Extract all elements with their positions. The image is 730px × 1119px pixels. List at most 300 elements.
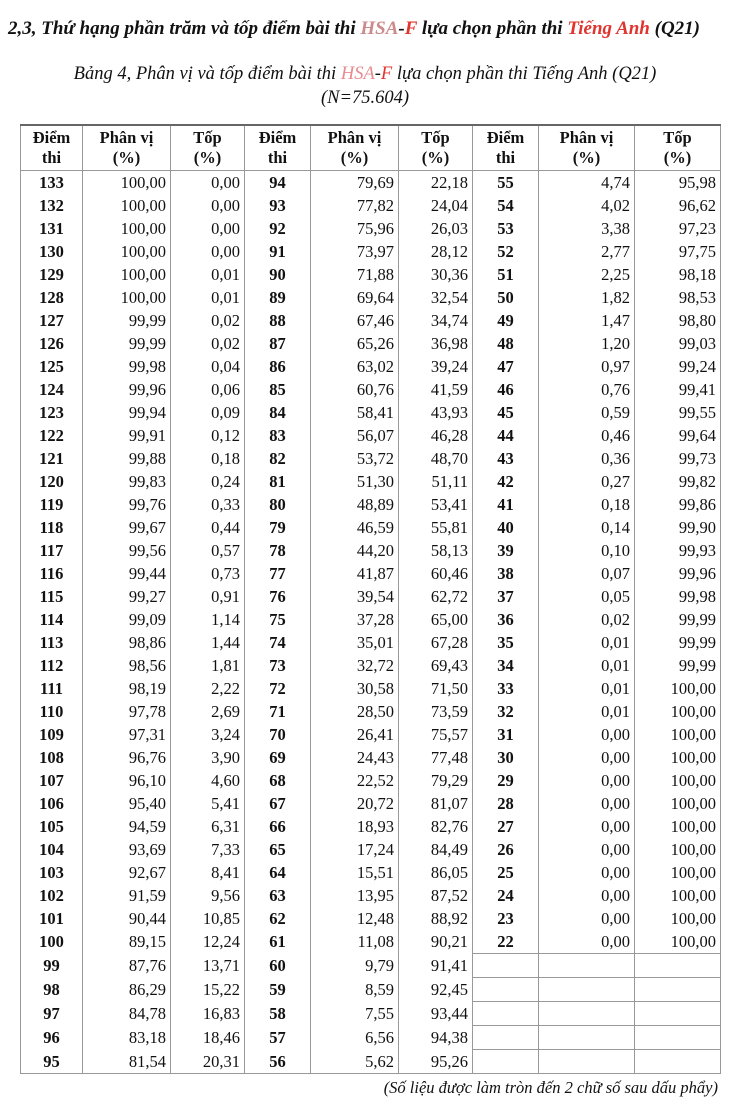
percentile-cell: 5,62	[311, 1050, 399, 1074]
percentile-cell: 22,52	[311, 769, 399, 792]
score-cell: 83	[245, 424, 311, 447]
top-cell: 8,41	[171, 861, 245, 884]
top-cell: 87,52	[399, 884, 473, 907]
table-row	[21, 263, 721, 286]
percentile-cell: 96,10	[83, 769, 171, 792]
score-cell: 119	[21, 493, 83, 516]
top-cell: 99,96	[635, 562, 721, 585]
percentile-cell: 65,26	[311, 332, 399, 355]
score-cell: 100	[21, 930, 83, 954]
column-header-line: (%)	[663, 148, 692, 167]
score-cell: 73	[245, 654, 311, 677]
score-cell: 96	[21, 1026, 83, 1050]
score-cell: 43	[473, 447, 539, 470]
percentile-cell: 99,76	[83, 493, 171, 516]
percentile-cell: 99,91	[83, 424, 171, 447]
score-cell: 40	[473, 516, 539, 539]
top-cell: 1,44	[171, 631, 245, 654]
score-cell: 112	[21, 654, 83, 677]
score-cell: 128	[21, 286, 83, 309]
score-cell: 116	[21, 562, 83, 585]
top-cell: 77,48	[399, 746, 473, 769]
score-cell: 81	[245, 470, 311, 493]
top-cell: 96,62	[635, 194, 721, 217]
score-cell: 88	[245, 309, 311, 332]
caption-sample-size: (N=75.604)	[320, 88, 410, 108]
table-row	[21, 631, 721, 654]
top-cell: 99,64	[635, 424, 721, 447]
column-header-line: (%)	[421, 148, 450, 167]
top-cell: 99,99	[635, 631, 721, 654]
top-cell: 0,91	[171, 585, 245, 608]
percentile-cell: 39,54	[311, 585, 399, 608]
score-cell: 52	[473, 240, 539, 263]
column-header-line: Tốp	[421, 128, 450, 147]
table-row	[21, 1050, 721, 1074]
percentile-cell: 77,82	[311, 194, 399, 217]
top-cell: 2,69	[171, 700, 245, 723]
top-cell: 99,90	[635, 516, 721, 539]
percentile-cell: 0,01	[539, 631, 635, 654]
score-cell: 78	[245, 539, 311, 562]
percentile-cell: 100,00	[83, 171, 171, 195]
percentile-cell: 28,50	[311, 700, 399, 723]
top-cell: 92,45	[399, 978, 473, 1002]
table-row	[21, 954, 721, 978]
top-cell: 46,28	[399, 424, 473, 447]
top-cell: 91,41	[399, 954, 473, 978]
percentile-cell: 99,96	[83, 378, 171, 401]
table-row	[21, 792, 721, 815]
table-row	[21, 286, 721, 309]
score-cell: 24	[473, 884, 539, 907]
percentile-cell: 0,01	[539, 654, 635, 677]
top-cell: 0,01	[171, 263, 245, 286]
percentile-cell: 69,64	[311, 286, 399, 309]
percentile-cell: 0,00	[539, 746, 635, 769]
percentile-cell	[539, 1026, 635, 1050]
top-cell: 39,24	[399, 355, 473, 378]
top-cell: 95,98	[635, 171, 721, 195]
table-row	[21, 930, 721, 954]
score-cell: 122	[21, 424, 83, 447]
top-cell: 0,00	[171, 240, 245, 263]
percentile-cell	[539, 954, 635, 978]
score-cell: 103	[21, 861, 83, 884]
top-cell	[635, 954, 721, 978]
percentile-cell: 24,43	[311, 746, 399, 769]
table-row	[21, 562, 721, 585]
top-cell: 100,00	[635, 746, 721, 769]
score-cell: 82	[245, 447, 311, 470]
top-cell: 60,46	[399, 562, 473, 585]
top-cell: 0,00	[171, 171, 245, 195]
top-cell: 99,82	[635, 470, 721, 493]
table-row	[21, 677, 721, 700]
top-cell: 65,00	[399, 608, 473, 631]
top-cell: 0,44	[171, 516, 245, 539]
score-cell: 32	[473, 700, 539, 723]
percentile-cell: 90,44	[83, 907, 171, 930]
heading-dash: -	[398, 18, 405, 39]
column-header	[399, 125, 473, 171]
top-cell: 9,56	[171, 884, 245, 907]
top-cell: 41,59	[399, 378, 473, 401]
caption-hsa: HSA	[340, 64, 375, 84]
top-cell: 32,54	[399, 286, 473, 309]
top-cell: 26,03	[399, 217, 473, 240]
table-row	[21, 217, 721, 240]
top-cell: 62,72	[399, 585, 473, 608]
percentile-cell: 26,41	[311, 723, 399, 746]
caption-dash: -	[374, 64, 381, 84]
percentile-cell: 98,86	[83, 631, 171, 654]
percentile-cell: 0,10	[539, 539, 635, 562]
percentile-cell: 0,01	[539, 677, 635, 700]
score-cell: 80	[245, 493, 311, 516]
top-cell: 94,38	[399, 1026, 473, 1050]
top-cell: 100,00	[635, 861, 721, 884]
score-cell: 98	[21, 978, 83, 1002]
table-row	[21, 194, 721, 217]
score-cell: 75	[245, 608, 311, 631]
percentile-cell: 0,00	[539, 907, 635, 930]
table-row	[21, 240, 721, 263]
score-cell: 25	[473, 861, 539, 884]
percentile-cell: 15,51	[311, 861, 399, 884]
score-cell	[473, 1050, 539, 1074]
caption-suffix: lựa chọn phần thi Tiếng Anh (Q21)	[392, 64, 657, 84]
top-cell: 99,41	[635, 378, 721, 401]
top-cell: 95,26	[399, 1050, 473, 1074]
percentile-cell: 2,25	[539, 263, 635, 286]
score-cell: 71	[245, 700, 311, 723]
percentile-cell: 0,00	[539, 930, 635, 954]
column-header-line: thi	[41, 148, 62, 167]
top-cell: 2,22	[171, 677, 245, 700]
column-header	[539, 125, 635, 171]
table-row	[21, 493, 721, 516]
top-cell: 3,24	[171, 723, 245, 746]
top-cell: 12,24	[171, 930, 245, 954]
percentile-cell: 58,41	[311, 401, 399, 424]
percentile-cell: 0,02	[539, 608, 635, 631]
top-cell: 4,60	[171, 769, 245, 792]
score-cell: 92	[245, 217, 311, 240]
table-row	[21, 978, 721, 1002]
percentile-cell: 63,02	[311, 355, 399, 378]
table-row	[21, 1026, 721, 1050]
score-cell: 72	[245, 677, 311, 700]
score-cell: 61	[245, 930, 311, 954]
score-cell: 86	[245, 355, 311, 378]
percentile-cell: 99,88	[83, 447, 171, 470]
percentile-cell: 46,59	[311, 516, 399, 539]
top-cell: 97,23	[635, 217, 721, 240]
top-cell: 43,93	[399, 401, 473, 424]
score-cell: 22	[473, 930, 539, 954]
top-cell: 84,49	[399, 838, 473, 861]
percentile-cell: 89,15	[83, 930, 171, 954]
top-cell: 100,00	[635, 884, 721, 907]
score-cell: 60	[245, 954, 311, 978]
table-row	[21, 378, 721, 401]
top-cell: 0,73	[171, 562, 245, 585]
score-cell: 129	[21, 263, 83, 286]
score-cell: 76	[245, 585, 311, 608]
percentile-cell: 2,77	[539, 240, 635, 263]
score-cell: 117	[21, 539, 83, 562]
score-cell: 95	[21, 1050, 83, 1074]
percentile-cell: 96,76	[83, 746, 171, 769]
percentile-cell: 98,56	[83, 654, 171, 677]
score-cell: 67	[245, 792, 311, 815]
top-cell: 7,33	[171, 838, 245, 861]
score-cell: 53	[473, 217, 539, 240]
percentile-cell: 73,97	[311, 240, 399, 263]
score-cell: 57	[245, 1026, 311, 1050]
percentile-cell: 44,20	[311, 539, 399, 562]
top-cell: 0,57	[171, 539, 245, 562]
score-cell	[473, 1002, 539, 1026]
column-header	[83, 125, 171, 171]
score-cell: 94	[245, 171, 311, 195]
column-header-line: Phân vị	[327, 128, 382, 147]
top-cell: 86,05	[399, 861, 473, 884]
top-cell: 20,31	[171, 1050, 245, 1074]
score-cell: 97	[21, 1002, 83, 1026]
percentile-cell: 13,95	[311, 884, 399, 907]
column-header-line: (%)	[193, 148, 222, 167]
section-heading	[8, 18, 722, 40]
score-cell: 79	[245, 516, 311, 539]
percentile-cell: 11,08	[311, 930, 399, 954]
percentile-cell: 0,00	[539, 884, 635, 907]
score-cell: 108	[21, 746, 83, 769]
top-cell: 28,12	[399, 240, 473, 263]
percentile-cell: 1,47	[539, 309, 635, 332]
score-cell: 114	[21, 608, 83, 631]
top-cell: 0,04	[171, 355, 245, 378]
score-cell: 130	[21, 240, 83, 263]
score-cell: 58	[245, 1002, 311, 1026]
column-header-line: Tốp	[663, 128, 692, 147]
percentile-cell: 1,20	[539, 332, 635, 355]
table-row	[21, 907, 721, 930]
score-cell: 51	[473, 263, 539, 286]
percentile-cell: 97,78	[83, 700, 171, 723]
top-cell: 88,92	[399, 907, 473, 930]
top-cell: 58,13	[399, 539, 473, 562]
percentile-cell: 97,31	[83, 723, 171, 746]
top-cell: 13,71	[171, 954, 245, 978]
percentile-cell: 100,00	[83, 217, 171, 240]
percentile-cell: 0,36	[539, 447, 635, 470]
percentile-cell	[539, 1050, 635, 1074]
percentile-cell: 4,74	[539, 171, 635, 195]
score-cell: 124	[21, 378, 83, 401]
column-header-line: (%)	[112, 148, 141, 167]
rounding-note: (Số liệu được làm tròn đến 2 chữ số sau dấu phẩy)	[383, 1078, 718, 1097]
table-row	[21, 884, 721, 907]
percentile-cell: 0,18	[539, 493, 635, 516]
percentile-cell: 99,44	[83, 562, 171, 585]
score-cell	[473, 1026, 539, 1050]
percentile-cell: 60,76	[311, 378, 399, 401]
table-row	[21, 723, 721, 746]
table-row	[21, 171, 721, 195]
table-row	[21, 355, 721, 378]
percentile-cell: 0,00	[539, 861, 635, 884]
column-header-line: thi	[267, 148, 288, 167]
percentile-cell: 93,69	[83, 838, 171, 861]
percentile-cell: 99,83	[83, 470, 171, 493]
score-cell: 115	[21, 585, 83, 608]
score-cell: 42	[473, 470, 539, 493]
percentile-cell: 0,59	[539, 401, 635, 424]
column-header-line: (%)	[340, 148, 369, 167]
heading-suffix: (Q21)	[649, 18, 701, 39]
caption-f: F	[380, 64, 393, 84]
percentile-cell: 91,59	[83, 884, 171, 907]
table-row	[21, 769, 721, 792]
score-cell: 30	[473, 746, 539, 769]
top-cell: 24,04	[399, 194, 473, 217]
percentile-cell: 84,78	[83, 1002, 171, 1026]
column-header-line: thi	[495, 148, 516, 167]
top-cell: 18,46	[171, 1026, 245, 1050]
top-cell: 90,21	[399, 930, 473, 954]
score-cell: 69	[245, 746, 311, 769]
top-cell: 99,93	[635, 539, 721, 562]
top-cell: 10,85	[171, 907, 245, 930]
score-cell: 64	[245, 861, 311, 884]
percentile-cell	[539, 978, 635, 1002]
heading-prefix: 2,3, Thứ hạng phần trăm và tốp điểm bài thi	[8, 18, 361, 39]
score-cell: 107	[21, 769, 83, 792]
column-header	[21, 125, 83, 171]
table-row	[21, 746, 721, 769]
top-cell: 93,44	[399, 1002, 473, 1026]
percentile-cell: 100,00	[83, 240, 171, 263]
top-cell: 99,98	[635, 585, 721, 608]
percentile-cell: 18,93	[311, 815, 399, 838]
score-cell: 35	[473, 631, 539, 654]
score-cell	[473, 954, 539, 978]
percentile-cell: 86,29	[83, 978, 171, 1002]
column-header-line: Điểm	[258, 128, 297, 147]
percentile-cell: 81,54	[83, 1050, 171, 1074]
top-cell: 0,00	[171, 194, 245, 217]
percentile-cell: 41,87	[311, 562, 399, 585]
table-row	[21, 654, 721, 677]
score-cell: 87	[245, 332, 311, 355]
table-row	[21, 1002, 721, 1026]
percentile-cell: 4,02	[539, 194, 635, 217]
score-cell: 41	[473, 493, 539, 516]
score-cell: 125	[21, 355, 83, 378]
score-cell: 59	[245, 978, 311, 1002]
table-row	[21, 608, 721, 631]
score-cell: 29	[473, 769, 539, 792]
heading-mid: lựa chọn phần thi	[417, 18, 568, 39]
top-cell: 1,14	[171, 608, 245, 631]
top-cell: 97,75	[635, 240, 721, 263]
score-cell: 74	[245, 631, 311, 654]
top-cell: 100,00	[635, 907, 721, 930]
score-cell: 54	[473, 194, 539, 217]
percentile-cell: 53,72	[311, 447, 399, 470]
top-cell: 100,00	[635, 930, 721, 954]
percentile-cell: 0,00	[539, 838, 635, 861]
percentile-cell: 0,76	[539, 378, 635, 401]
percentile-cell: 71,88	[311, 263, 399, 286]
score-cell: 106	[21, 792, 83, 815]
top-cell: 69,43	[399, 654, 473, 677]
column-header	[245, 125, 311, 171]
column-header-line: Điểm	[486, 128, 525, 147]
top-cell: 0,24	[171, 470, 245, 493]
top-cell: 30,36	[399, 263, 473, 286]
percentile-cell: 32,72	[311, 654, 399, 677]
percentile-cell: 9,79	[311, 954, 399, 978]
percentile-cell: 87,76	[83, 954, 171, 978]
column-header-line: (%)	[572, 148, 601, 167]
top-cell: 81,07	[399, 792, 473, 815]
percentile-cell: 99,99	[83, 332, 171, 355]
top-cell: 100,00	[635, 700, 721, 723]
percentile-cell: 100,00	[83, 194, 171, 217]
percentile-cell: 75,96	[311, 217, 399, 240]
top-cell: 67,28	[399, 631, 473, 654]
table-row	[21, 815, 721, 838]
top-cell: 0,06	[171, 378, 245, 401]
column-header-line: Phân vị	[99, 128, 154, 147]
score-cell: 121	[21, 447, 83, 470]
table-row	[21, 401, 721, 424]
percentile-cell: 0,01	[539, 700, 635, 723]
percentile-cell: 0,00	[539, 723, 635, 746]
table-body	[21, 171, 721, 1074]
percentile-cell: 79,69	[311, 171, 399, 195]
percentile-cell: 0,46	[539, 424, 635, 447]
score-cell: 101	[21, 907, 83, 930]
score-cell: 102	[21, 884, 83, 907]
score-cell: 99	[21, 954, 83, 978]
percentile-cell: 48,89	[311, 493, 399, 516]
top-cell: 0,12	[171, 424, 245, 447]
top-cell: 0,00	[171, 217, 245, 240]
top-cell: 100,00	[635, 815, 721, 838]
score-cell: 104	[21, 838, 83, 861]
caption-prefix: Bảng 4, Phân vị và tốp điểm bài thi	[73, 64, 341, 84]
top-cell: 15,22	[171, 978, 245, 1002]
top-cell: 98,18	[635, 263, 721, 286]
percentile-cell: 0,07	[539, 562, 635, 585]
top-cell: 53,41	[399, 493, 473, 516]
percentile-cell: 0,00	[539, 792, 635, 815]
score-cell: 118	[21, 516, 83, 539]
percentile-cell: 95,40	[83, 792, 171, 815]
score-cell: 37	[473, 585, 539, 608]
percentile-cell: 83,18	[83, 1026, 171, 1050]
percentile-cell: 67,46	[311, 309, 399, 332]
score-cell: 93	[245, 194, 311, 217]
score-cell: 109	[21, 723, 83, 746]
table-row	[21, 700, 721, 723]
top-cell: 82,76	[399, 815, 473, 838]
top-cell: 6,31	[171, 815, 245, 838]
